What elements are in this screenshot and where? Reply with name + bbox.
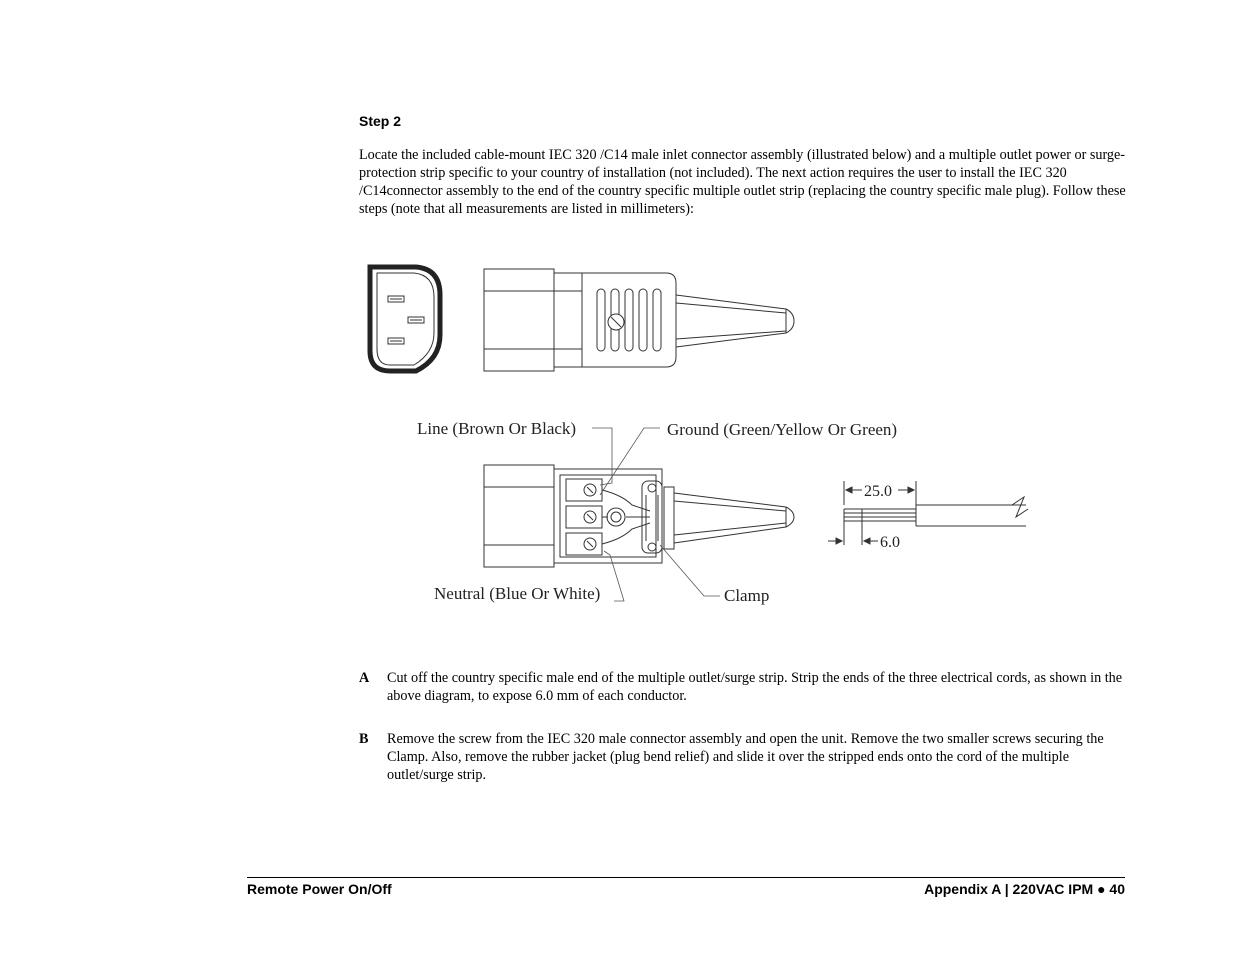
step-a [359, 669, 1129, 705]
step-a-letter: A [359, 670, 370, 686]
connector-diagram [360, 255, 1040, 615]
ground-label: Ground (Green/Yellow Or Green) [667, 420, 898, 439]
neutral-label: Neutral (Blue Or White) [434, 584, 601, 603]
step-a-text: Cut off the country specific male end of the multiple outlet/surge strip. Strip the ends of the three electrical cords, as shown in the above diagram, to expose 6.0 mm of each conductor. [387, 670, 1123, 704]
step-b-text: Remove the screw from the IEC 320 male connector assembly and open the unit. Remove the two smaller screws securing the Clamp. Also, remove the rubber jacket (plug bend relief) and slide it over the stripped ends onto the cord of the multiple outlet/surge strip. [387, 731, 1104, 783]
step-b [359, 730, 1129, 784]
footer-right: Appendix A | 220VAC IPM ● 40 [924, 881, 1125, 897]
connector-open-view [484, 465, 794, 567]
step-b-letter: B [359, 731, 369, 747]
conductor-length-dim: 6.0 [880, 534, 900, 551]
stripped-cable [828, 481, 1028, 545]
strip-length-dim: 25.0 [864, 483, 892, 500]
footer-left: Remote Power On/Off [247, 881, 392, 897]
line-label: Line (Brown Or Black) [417, 419, 577, 438]
intro-paragraph: Locate the included cable-mount IEC 320 /C14 male inlet connector assembly (illustrated below) and a multiple outlet power or surge-protection strip specific to your country of installation (not included). The next action requires the user to install the IEC 320 /C14connector assembly to the end of the country specific multiple outlet strip (replacing the country specific male plug). Follow these steps (note that all measurements are listed in millimeters): [359, 147, 1126, 217]
clamp-label: Clamp [724, 586, 770, 605]
connector-front-view [370, 267, 440, 371]
step-heading: Step 2 [359, 113, 402, 129]
connector-side-view [484, 269, 794, 371]
footer-rule [247, 877, 1125, 878]
